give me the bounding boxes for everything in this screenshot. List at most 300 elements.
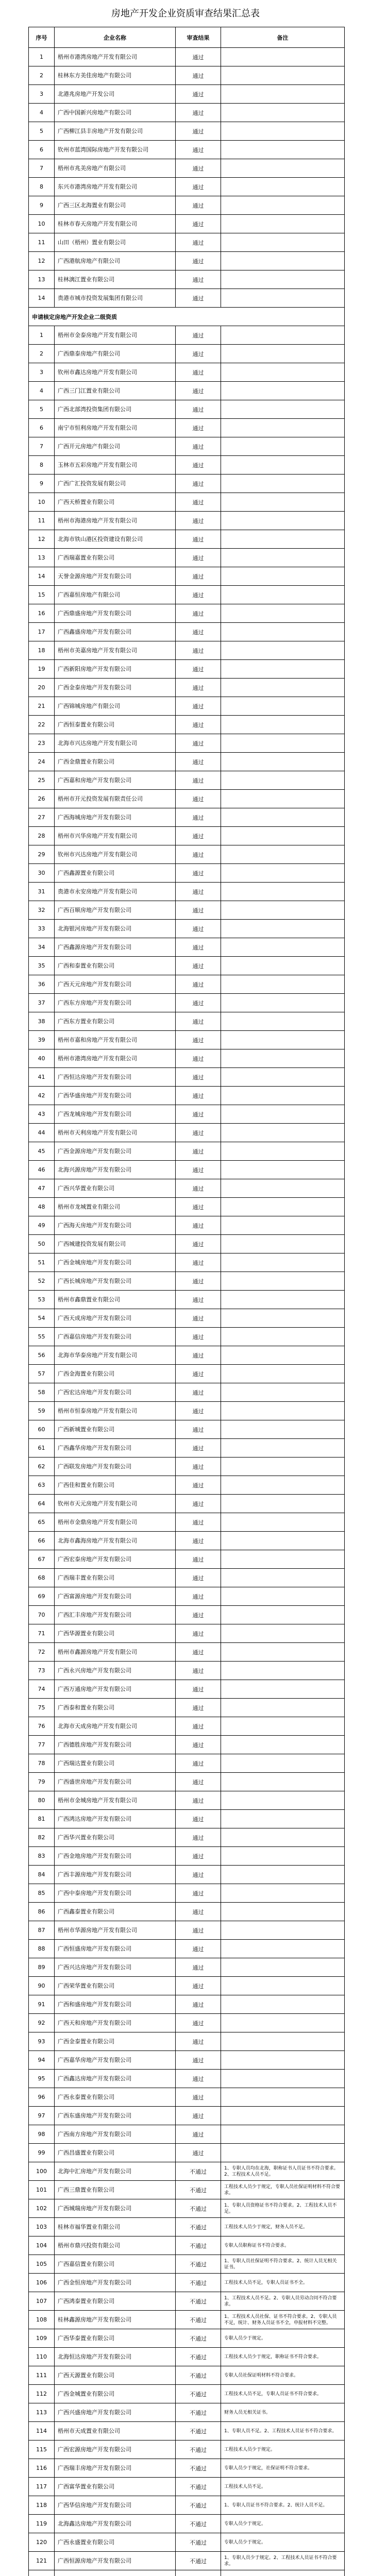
remark (221, 1346, 345, 1365)
table-row (29, 2552, 345, 2570)
review-result: 通过 (176, 827, 221, 845)
row-number: 10 (29, 215, 55, 233)
row-number: 70 (29, 1606, 55, 1624)
table-row (29, 753, 345, 771)
review-result: 不通过 (176, 2311, 221, 2329)
review-result: 通过 (176, 1476, 221, 1495)
company-name: 桂林市福华置业有限公司 (55, 2218, 176, 2236)
table-row (29, 1513, 345, 1532)
company-name (55, 2570, 176, 2576)
row-number: 9 (29, 196, 55, 215)
company-name: 广西盛世房地产开发有限公司 (55, 1773, 176, 1791)
remark (221, 233, 345, 252)
company-name: 广西宏源房地产开发有限公司 (55, 2441, 176, 2459)
review-result: 通过 (176, 1031, 221, 1049)
table-row (29, 141, 345, 159)
row-number: 64 (29, 1495, 55, 1513)
table-row (29, 1253, 345, 1272)
remark (221, 1662, 345, 1680)
table-row (29, 1031, 345, 1049)
row-number: 29 (29, 845, 55, 864)
table-row (29, 104, 345, 122)
table-row (29, 864, 345, 883)
table-row (29, 2292, 345, 2311)
company-name: 梧州市美嘉房地产开发有限公司 (55, 641, 176, 660)
row-number: 17 (29, 623, 55, 641)
company-name: 广西东盛房地产开发有限公司 (55, 2107, 176, 2125)
row-number: 82 (29, 1828, 55, 1847)
table-row (29, 1624, 345, 1643)
row-number: 57 (29, 1365, 55, 1383)
table-row (29, 2032, 345, 2051)
table-row (29, 2329, 345, 2348)
row-number: 81 (29, 1810, 55, 1828)
review-result: 通过 (176, 400, 221, 419)
table-row (29, 1680, 345, 1699)
row-number: 94 (29, 2051, 55, 2070)
table-row (29, 679, 345, 697)
review-result: 通过 (176, 66, 221, 85)
review-result: 通过 (176, 1124, 221, 1142)
row-number: 106 (29, 2274, 55, 2292)
company-name: 广西丰源房地产开发有限公司 (55, 1866, 176, 1884)
company-name: 广西新阳房地产开发有限公司 (55, 660, 176, 679)
remark (221, 1884, 345, 1903)
review-result: 通过 (176, 1235, 221, 1253)
remark (221, 2088, 345, 2107)
row-number: 4 (29, 104, 55, 122)
remark (221, 1253, 345, 1272)
row-number: 7 (29, 437, 55, 456)
company-name: 广西华源置业有限公司 (55, 1624, 176, 1643)
company-name: 北海市鑫海房地产开发有限公司 (55, 1532, 176, 1550)
review-result: 通过 (176, 85, 221, 104)
review-result: 通过 (176, 493, 221, 512)
review-result: 通过 (176, 716, 221, 734)
company-name: 广西城瑞房地产开发有限公司 (55, 2199, 176, 2218)
row-number: 38 (29, 1012, 55, 1031)
company-name: 广西鑫盛房地产开发有限公司 (55, 623, 176, 641)
company-name: 东兴市港湾房地产开发有限公司 (55, 178, 176, 196)
table-row (29, 1495, 345, 1513)
review-result: 通过 (176, 512, 221, 530)
review-result: 不通过 (176, 2292, 221, 2311)
review-result: 通过 (176, 326, 221, 345)
review-result: 通过 (176, 159, 221, 178)
table-row (29, 1550, 345, 1569)
table-row (29, 1309, 345, 1328)
company-name: 梧州市兆美房地产有限公司 (55, 159, 176, 178)
remark (221, 1068, 345, 1087)
company-name: 广西金城房地产开发有限公司 (55, 1253, 176, 1272)
table-row (29, 215, 345, 233)
row-number: 111 (29, 2366, 55, 2385)
table-row (29, 159, 345, 178)
company-name: 广西德胜房地产开发有限公司 (55, 1736, 176, 1754)
remark (221, 1161, 345, 1179)
review-result: 通过 (176, 252, 221, 270)
table-row (29, 623, 345, 641)
row-number: 115 (29, 2441, 55, 2459)
table-row (29, 734, 345, 753)
remark (221, 1383, 345, 1402)
row-number: 12 (29, 252, 55, 270)
row-number: 41 (29, 1068, 55, 1087)
company-name: 广西恒源房地产开发有限公司 (55, 2552, 176, 2570)
table-row (29, 901, 345, 920)
company-name: 广西天成房地产开发有限公司 (55, 1309, 176, 1328)
row-number: 119 (29, 2515, 55, 2533)
remark (221, 1977, 345, 1995)
table-row (29, 1346, 345, 1365)
section-label: 申请核定房地产开发企业二级资质 (29, 308, 345, 326)
remark (221, 975, 345, 994)
remark (221, 1606, 345, 1624)
review-result: 通过 (176, 437, 221, 456)
row-number: 23 (29, 734, 55, 753)
company-name: 贵港市永安房地产开发有限公司 (55, 883, 176, 901)
table-row (29, 345, 345, 363)
remark (221, 1365, 345, 1383)
row-number: 99 (29, 2144, 55, 2162)
row-number: 83 (29, 1847, 55, 1866)
row-number: 71 (29, 1624, 55, 1643)
remark: 1、工程技术人员社保、证书不符合要求。2、专职人员不足，统计、财务人员证书不全，申报材料不完整。 (221, 2311, 345, 2329)
row-number: 13 (29, 549, 55, 567)
table-row (29, 1458, 345, 1476)
row-number: 76 (29, 1717, 55, 1736)
company-name: 广西锦城房地产有限公司 (55, 697, 176, 716)
remark (221, 1940, 345, 1958)
remark (221, 845, 345, 864)
review-result: 通过 (176, 1680, 221, 1699)
review-result: 通过 (176, 697, 221, 716)
company-name: 广西金鼎置业有限公司 (55, 753, 176, 771)
table-row (29, 586, 345, 604)
company-name: 梧州市恒泰房地产开发有限公司 (55, 1402, 176, 1420)
review-result: 通过 (176, 1179, 221, 1198)
review-result: 通过 (176, 549, 221, 567)
remark (221, 2051, 345, 2070)
row-number: 65 (29, 1513, 55, 1532)
remark: 财务人员无相关证书。 (221, 2403, 345, 2422)
review-result: 通过 (176, 1791, 221, 1810)
review-result: 通过 (176, 48, 221, 66)
table-row (29, 1828, 345, 1847)
company-name: 广西富华置业有限公司 (55, 2478, 176, 2496)
company-name: 广西鑫达房地产开发有限公司 (55, 2070, 176, 2088)
company-name: 广西三鼎置业有限公司 (55, 2181, 176, 2199)
remark (221, 2070, 345, 2088)
remark (221, 790, 345, 808)
row-number: 2 (29, 345, 55, 363)
table-row (29, 1402, 345, 1420)
company-name: 广西长城房地产开发有限公司 (55, 1272, 176, 1291)
remark (221, 1142, 345, 1161)
company-name: 广西昌盛置业有限公司 (55, 2144, 176, 2162)
table-row (29, 66, 345, 85)
row-number: 87 (29, 1921, 55, 1940)
row-number: 45 (29, 1142, 55, 1161)
review-result: 不通过 (176, 2255, 221, 2274)
remark (221, 1458, 345, 1476)
remark: 1、专职人员资格证书不符合要求。2、工程技术人员不足。 (221, 2199, 345, 2218)
review-result: 通过 (176, 1365, 221, 1383)
company-name: 广西和泰置业有限公司 (55, 957, 176, 975)
remark: 1、专职人员少于规定。2、工程技术人员证书不符合要求。 (221, 2552, 345, 2570)
row-number: 4 (29, 382, 55, 400)
table-row (29, 2070, 345, 2088)
review-result: 不通过 (176, 2552, 221, 2570)
company-name: 广西东方置业有限公司 (55, 1012, 176, 1031)
row-number: 88 (29, 1940, 55, 1958)
table-row (29, 1866, 345, 1884)
remark (221, 771, 345, 790)
table-row (29, 2274, 345, 2292)
review-result: 通过 (176, 122, 221, 141)
company-name: 广西鼎盛房地产开发有限公司 (55, 604, 176, 623)
row-number: 10 (29, 493, 55, 512)
company-name: 北海市铁山港区投资建设有限公司 (55, 530, 176, 549)
company-name: 广西瑞丰房地产开发有限公司 (55, 2459, 176, 2478)
company-name: 广西恒泰置业有限公司 (55, 716, 176, 734)
company-name: 梧州市兴华房地产开发有限公司 (55, 827, 176, 845)
row-number: 2 (29, 66, 55, 85)
company-name: 广西海城房地产开发有限公司 (55, 808, 176, 827)
review-result: 通过 (176, 1458, 221, 1476)
review-result: 通过 (176, 1847, 221, 1866)
company-name: 北海银河房地产开发有限公司 (55, 920, 176, 938)
review-result: 通过 (176, 1049, 221, 1068)
row-number: 75 (29, 1699, 55, 1717)
remark (221, 1235, 345, 1253)
review-result: 通过 (176, 2051, 221, 2070)
table-row (29, 2218, 345, 2236)
review-result: 通过 (176, 1550, 221, 1569)
remark: 工程技术人员少于规定，职称证书不符合要求。 (221, 2348, 345, 2366)
table-row (29, 2459, 345, 2478)
table-row (29, 1958, 345, 1977)
review-result: 不通过 (176, 2366, 221, 2385)
row-number: 20 (29, 679, 55, 697)
company-name: 广西东方房地产开发有限公司 (55, 994, 176, 1012)
company-name: 广西港航房地产有限公司 (55, 252, 176, 270)
table-row (29, 2255, 345, 2274)
company-name: 梧州市天成置业有限公司 (55, 2422, 176, 2441)
remark (221, 1402, 345, 1420)
review-result: 通过 (176, 2144, 221, 2162)
company-name: 钦州市兴达房地产开发有限公司 (55, 845, 176, 864)
table-row (29, 2441, 345, 2459)
review-result: 通过 (176, 1977, 221, 1995)
review-result: 通过 (176, 1587, 221, 1606)
row-number: 109 (29, 2329, 55, 2348)
table-row (29, 827, 345, 845)
company-name: 广西鸿泰置业有限公司 (55, 2292, 176, 2311)
company-name: 北海市华泰房地产开发有限公司 (55, 1346, 176, 1365)
row-number: 47 (29, 1179, 55, 1198)
table-row (29, 567, 345, 586)
company-name: 广西金泰置业有限公司 (55, 2032, 176, 2051)
remark (221, 1513, 345, 1532)
company-name: 广西广汇投资发展有限公司 (55, 474, 176, 493)
company-name: 广西泰和置业有限公司 (55, 1699, 176, 1717)
section-row (29, 308, 345, 326)
row-number: 108 (29, 2311, 55, 2329)
company-name: 钦州市天元房地产开发有限公司 (55, 1495, 176, 1513)
remark (221, 2032, 345, 2051)
company-name: 梧州市金城房地产开发有限公司 (55, 1791, 176, 1810)
table-row (29, 382, 345, 400)
company-name: 广西瑞嘉置业有限公司 (55, 549, 176, 567)
remark: 工程技术人员不足。 (221, 2478, 345, 2496)
review-result: 通过 (176, 1717, 221, 1736)
row-number: 60 (29, 1420, 55, 1439)
row-number: 8 (29, 178, 55, 196)
review-result: 通过 (176, 734, 221, 753)
row-number: 50 (29, 1235, 55, 1253)
table-row (29, 1995, 345, 2014)
table-row (29, 883, 345, 901)
remark (221, 1847, 345, 1866)
review-result: 通过 (176, 679, 221, 697)
company-name: 广西海天房地产开发有限公司 (55, 1216, 176, 1235)
remark: 1、专职人员不足。2、工程技术人员证书不符合要求。 (221, 2422, 345, 2441)
remark: 1、专职人员证书不符合要求。2、统计人员不足。 (221, 2496, 345, 2515)
review-result: 不通过 (176, 2515, 221, 2533)
company-name: 广西鑫华房地产开发有限公司 (55, 1439, 176, 1458)
remark (221, 1773, 345, 1791)
company-name: 北海恒达房地产开发有限公司 (55, 2348, 176, 2366)
company-name: 广西宏达房地产开发有限公司 (55, 1383, 176, 1402)
remark (221, 159, 345, 178)
remark (221, 901, 345, 920)
row-number: 34 (29, 938, 55, 957)
table-row (29, 1272, 345, 1291)
remark (221, 938, 345, 957)
row-number: 1 (29, 326, 55, 345)
review-result: 通过 (176, 1068, 221, 1087)
review-result: 通过 (176, 1309, 221, 1328)
review-result: 通过 (176, 1142, 221, 1161)
section1-body (29, 48, 345, 308)
review-result: 通过 (176, 845, 221, 864)
table-row (29, 2366, 345, 2385)
remark (221, 2107, 345, 2125)
row-number: 9 (29, 474, 55, 493)
review-result: 通过 (176, 1903, 221, 1921)
review-result: 通过 (176, 1253, 221, 1272)
review-result: 不通过 (176, 2385, 221, 2403)
remark (221, 1087, 345, 1105)
remark (221, 1328, 345, 1346)
remark (221, 289, 345, 308)
row-number: 103 (29, 2218, 55, 2236)
row-number: 11 (29, 233, 55, 252)
review-result: 不通过 (176, 2496, 221, 2515)
table-row (29, 1068, 345, 1087)
company-name: 广西联发房地产开发有限公司 (55, 1458, 176, 1476)
review-result: 不通过 (176, 2478, 221, 2496)
remark: 工程技术人员少于规定，财务人员不足。 (221, 2218, 345, 2236)
review-result: 通过 (176, 474, 221, 493)
review-result: 通过 (176, 1754, 221, 1773)
row-number: 93 (29, 2032, 55, 2051)
remark (221, 827, 345, 845)
remark (221, 270, 345, 289)
review-result: 不通过 (176, 2403, 221, 2422)
company-name: 梧州市开元投资发展有限责任公司 (55, 790, 176, 808)
row-number: 25 (29, 771, 55, 790)
remark (221, 1216, 345, 1235)
review-result: 通过 (176, 1291, 221, 1309)
remark (221, 734, 345, 753)
review-result: 通过 (176, 530, 221, 549)
row-number: 66 (29, 1532, 55, 1550)
row-number: 48 (29, 1198, 55, 1216)
remark (221, 1272, 345, 1291)
company-name: 梧州市龙城置业有限公司 (55, 1198, 176, 1216)
row-number: 18 (29, 641, 55, 660)
remark: 工程技术人员不足，专职人员证书不全。 (221, 2274, 345, 2292)
remark: 工程技术人员不足，专职人员证书不符合要求。 (221, 2385, 345, 2403)
remark (221, 957, 345, 975)
table-row (29, 2311, 345, 2329)
table-row (29, 1921, 345, 1940)
row-number: 6 (29, 141, 55, 159)
row-number: 16 (29, 604, 55, 623)
row-number: 104 (29, 2236, 55, 2255)
table-row (29, 419, 345, 437)
table-row (29, 1662, 345, 1680)
row-number: 101 (29, 2181, 55, 2199)
section2-body (29, 326, 345, 2576)
table-row (29, 1717, 345, 1736)
review-result: 通过 (176, 2014, 221, 2032)
review-result: 通过 (176, 1198, 221, 1216)
review-result (176, 2570, 221, 2576)
row-number: 113 (29, 2403, 55, 2422)
table-row (29, 2515, 345, 2533)
table-row (29, 2199, 345, 2218)
company-name: 玉林市五彩房地产开发有限公司 (55, 456, 176, 474)
table-row (29, 2236, 345, 2255)
remark (221, 1995, 345, 2014)
review-result: 不通过 (176, 2459, 221, 2478)
review-result: 通过 (176, 938, 221, 957)
row-number: 86 (29, 1903, 55, 1921)
company-name: 广西金恒房地产开发有限公司 (55, 2274, 176, 2292)
remark: 1、专职人员均在北海，职称证书人员证书不符合要求。2、工程技术人员不足。 (221, 2162, 345, 2181)
row-number: 61 (29, 1439, 55, 1458)
column-header-no: 序号 (29, 27, 55, 48)
remark (221, 382, 345, 400)
review-result: 通过 (176, 1958, 221, 1977)
remark: 专职人员少于规定。 (221, 2515, 345, 2533)
review-result: 通过 (176, 864, 221, 883)
company-name: 天誉金源房地产开发有限公司 (55, 567, 176, 586)
row-number: 32 (29, 901, 55, 920)
remark (221, 1439, 345, 1458)
remark (221, 1828, 345, 1847)
row-number: 3 (29, 85, 55, 104)
remark: 1、工程技术人员不足。2、专职人员劳动合同不符合要求。 (221, 2292, 345, 2311)
company-name: 广西嘉和房地产开发有限公司 (55, 771, 176, 790)
remark (221, 419, 345, 437)
review-result: 通过 (176, 883, 221, 901)
table-row (29, 1791, 345, 1810)
company-name: 广西嘉恒房地产有限公司 (55, 586, 176, 604)
